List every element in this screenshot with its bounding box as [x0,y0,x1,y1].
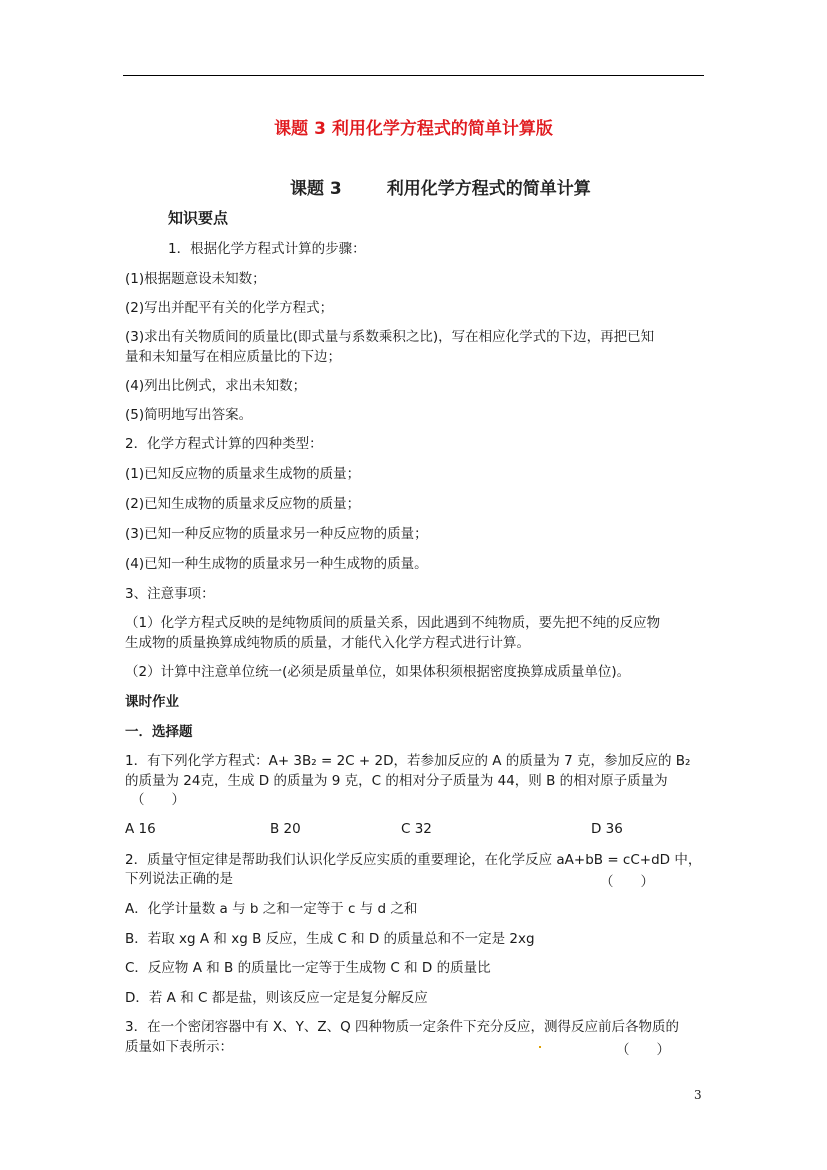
q2-option-c: C．反应物 A 和 B 的质量比一定等于生成物 C 和 D 的质量比 [125,960,491,976]
note-item: （1）化学方程式反映的是纯物质间的质量关系，因此遇到不纯物质，要先把不纯的反应物 [125,615,661,631]
step-item: (5)简明地写出答案。 [125,407,253,423]
stray-dot [539,1046,541,1048]
type-item: (2)已知生成物的质量求反应物的质量； [125,496,361,512]
red-title: 课题 3 利用化学方程式的简单计算版 [274,119,553,139]
step-item-cont: 量和未知量写在相应质量比的下边； [125,349,341,365]
note-item: （2）计算中注意单位统一(必须是质量单位，如果体积须根据密度换算成质量单位)。 [125,664,631,680]
q1-answer-blank: （ ） [131,792,185,808]
type-item: (1)已知反应物的质量求生成物的质量； [125,466,361,482]
type-item: (4)已知一种生成物的质量求另一种生成物的质量。 [125,556,428,572]
q2-answer-blank: （ ） [600,874,654,890]
main-title-topic: 利用化学方程式的简单计算 [386,179,591,199]
q2-option-d: D．若 A 和 C 都是盐，则该反应一定是复分解反应 [125,990,428,1006]
header-rule [123,75,704,76]
homework-heading: 课时作业 [125,694,179,710]
q2-option-a: A．化学计量数 a 与 b 之和一定等于 c 与 d 之和 [125,901,418,917]
section-choice: 一．选择题 [125,724,193,740]
q1-option-c: C 32 [401,821,432,837]
q3-text: 3．在一个密闭容器中有 X、Y、Z、Q 四种物质一定条件下充分反应，测得反应前后各物质的 [125,1019,680,1035]
step-item: (2)写出并配平有关的化学方程式； [125,300,334,316]
q3-answer-blank: （ ） [616,1042,670,1058]
note-item-cont: 生成物的质量换算成纯物质的质量，才能代入化学方程式进行计算。 [125,635,530,651]
steps-title: 1．根据化学方程式计算的步骤： [168,241,366,257]
knowledge-heading: 知识要点 [168,209,229,227]
notes-title: 3、注意事项： [125,586,215,602]
step-item: (3)求出有关物质间的质量比(即式量与系数乘积之比)，写在相应化学式的下边，再把已知 [125,329,655,345]
q1-option-d: D 36 [591,821,623,837]
type-item: (3)已知一种反应物的质量求另一种反应物的质量； [125,526,428,542]
main-title-lesson: 课题 3 [290,179,342,199]
main-title [290,174,591,199]
q2-option-b: B．若取 xg A 和 xg B 反应，生成 C 和 D 的质量总和不一定是 2xg [125,931,535,947]
page-number: 3 [694,1088,702,1102]
q1-text: 1．有下列化学方程式：A+ 3B₂ = 2C + 2D，若参加反应的 A 的质量为 7 克，参加反应的 B₂ [125,753,691,769]
q1-option-b: B 20 [270,821,301,837]
q2-text: 2．质量守恒定律是帮助我们认识化学反应实质的重要理论，在化学反应 aA+bB = cC+dD 中， [125,852,702,868]
q3-text-cont: 质量如下表所示： [125,1039,233,1055]
step-item: (1)根据题意设未知数； [125,271,266,287]
q1-text-cont: 的质量为 24克，生成 D 的质量为 9 克，C 的相对分子质量为 44，则 B 的相对原子质量为 [125,773,668,789]
step-item: (4)列出比例式，求出未知数； [125,378,307,394]
q2-text-cont: 下列说法正确的是 [125,871,233,887]
types-title: 2．化学方程式计算的四种类型： [125,436,323,452]
q1-option-a: A 16 [125,821,156,837]
